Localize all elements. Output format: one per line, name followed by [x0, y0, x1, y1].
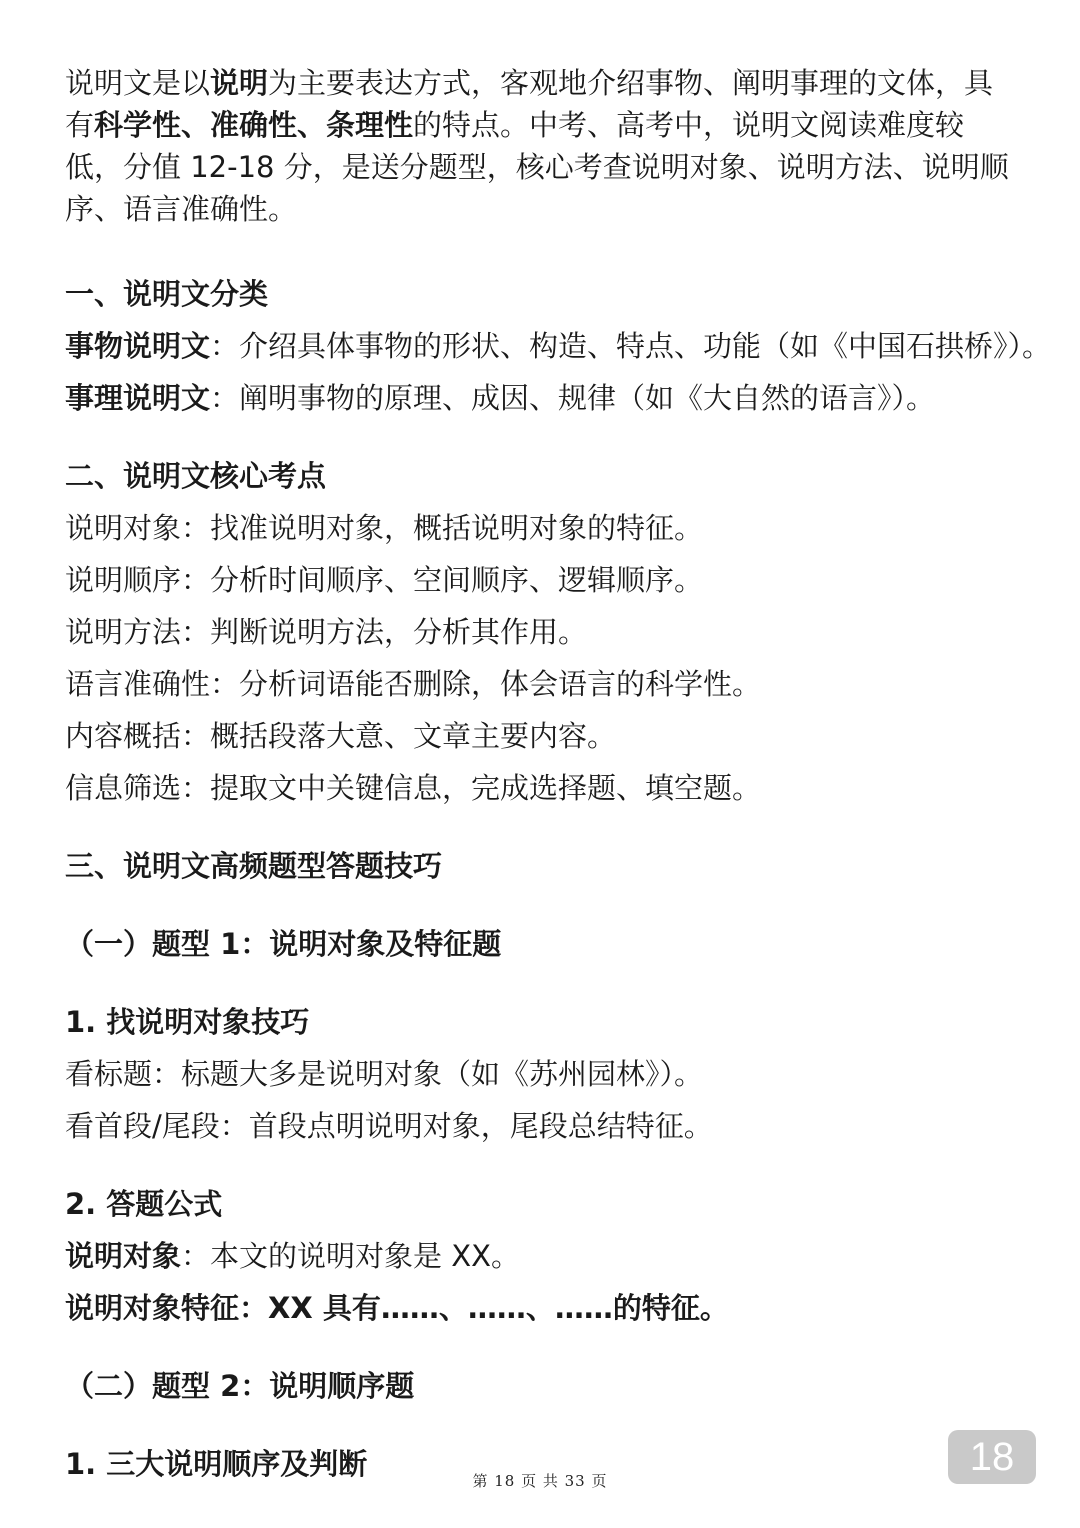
section2-item: 内容概括：概括段落大意、文章主要内容。: [65, 719, 617, 753]
section2-item: 语言准确性：分析词语能否删除，体会语言的科学性。: [65, 667, 762, 701]
page-footer: 第 18 页 共 33 页: [472, 1472, 608, 1490]
subsection1-heading: （一）题型 1：说明对象及特征题: [65, 927, 502, 961]
section2-item: 说明对象：找准说明对象，概括说明对象的特征。: [65, 511, 704, 545]
section2-item: 说明方法：判断说明方法，分析其作用。: [65, 615, 588, 649]
intro-paragraph: [65, 62, 1020, 230]
intro-text-1: 说明文是以: [65, 66, 211, 100]
section2-heading: 二、说明文核心考点: [65, 459, 327, 493]
item-text: ：介绍具体事物的形状、构造、特点、功能（如《中国石拱桥》）。: [210, 329, 1052, 363]
intro-bold-1: 说明: [210, 66, 269, 100]
section3-heading: 三、说明文高频题型答题技巧: [65, 849, 443, 883]
item-text: ：本文的说明对象是 XX。: [181, 1239, 520, 1273]
intro-text-3: 的特点。中考、高考中，说明文阅读难度较低，分值 12-18 分，是送分题型，核心考查说明对象、说明方法、说明顺序、语言准确性。: [65, 108, 1009, 226]
section1-item: [65, 320, 1052, 372]
item-label: 说明对象: [65, 1239, 182, 1273]
subsection2-point1-heading: 1. 三大说明顺序及判断: [65, 1447, 368, 1481]
point1-item: 看首段/尾段：首段点明说明对象，尾段总结特征。: [65, 1109, 713, 1143]
point2-item: [65, 1230, 1020, 1282]
intro-text-2: 为主要表达方式，客观地介绍事物、阐明事理的文体，具有: [65, 66, 994, 142]
item-label: 事物说明文: [65, 329, 211, 363]
subsection2-heading: （二）题型 2：说明顺序题: [65, 1369, 415, 1403]
section2-item: 说明顺序：分析时间顺序、空间顺序、逻辑顺序。: [65, 563, 704, 597]
section1-item: [65, 372, 1020, 424]
point1-item: 看标题：标题大多是说明对象（如《苏州园林》）。: [65, 1057, 704, 1091]
document-page: [65, 62, 1052, 1490]
point1-heading: 1. 找说明对象技巧: [65, 1005, 310, 1039]
point2-item-bold: 说明对象特征：XX 具有……、……、……的特征。: [65, 1291, 729, 1325]
section1-heading: 一、说明文分类: [65, 277, 269, 311]
item-label: 事理说明文: [65, 381, 211, 415]
point2-heading: 2. 答题公式: [65, 1187, 223, 1221]
section2-item: 信息筛选：提取文中关键信息，完成选择题、填空题。: [65, 771, 762, 805]
page-number-badge: 18: [948, 1430, 1036, 1484]
intro-bold-2: 科学性、准确性、条理性: [94, 108, 414, 142]
item-text: ：阐明事物的原理、成因、规律（如《大自然的语言》）。: [210, 381, 936, 415]
